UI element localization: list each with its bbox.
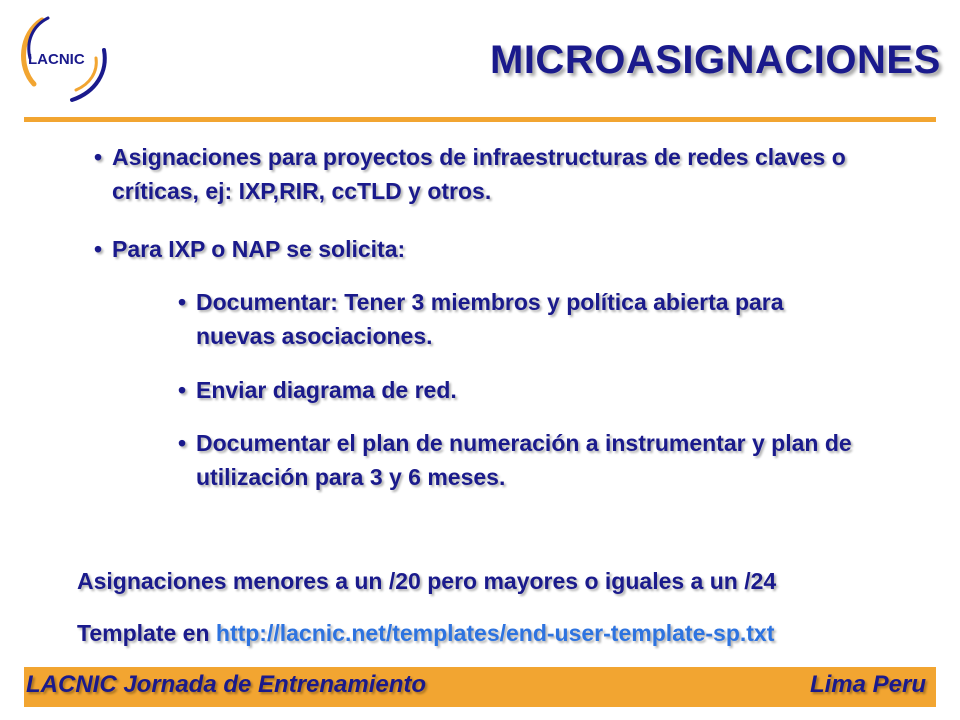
- footer-right-text: Lima Peru: [809, 671, 926, 698]
- bullet-text: Documentar: Tener 3 miembros y política abierta para nuevas asociaciones.: [196, 289, 784, 349]
- template-line: [77, 618, 774, 648]
- bullet-dot: •: [94, 236, 103, 262]
- template-link[interactable]: http://lacnic.net/templates/end-user-template-sp.txt: [215, 620, 775, 646]
- header-divider: [24, 117, 936, 122]
- bullet-dot: •: [178, 289, 187, 315]
- sub-bullet-item: [178, 373, 856, 407]
- sub-bullet-item: [178, 426, 886, 494]
- footer-left-text: LACNIC Jornada de Entrenamiento: [26, 671, 427, 698]
- sub-bullet-item: [178, 285, 856, 353]
- bullet-text: Enviar diagrama de red.: [196, 377, 457, 403]
- bullet-dot: •: [178, 377, 187, 403]
- template-prefix: Template en: [77, 620, 210, 646]
- bullet-item: [94, 140, 902, 208]
- lacnic-logo-graphic: [12, 12, 122, 112]
- bullet-dot: •: [94, 144, 103, 170]
- bullet-dot: •: [178, 430, 187, 456]
- page-title: MICROASIGNACIONES: [490, 38, 941, 82]
- footer-bar: [24, 667, 936, 707]
- bullet-item: [94, 232, 902, 266]
- logo-text: LACNIC: [28, 51, 85, 68]
- bullet-text: Documentar el plan de numeración a instrumentar y plan de utilización para 3 y 6 meses.: [196, 430, 852, 490]
- range-text: Asignaciones menores a un /20 pero mayores o iguales a un /24: [77, 568, 777, 594]
- lacnic-logo: [12, 12, 122, 112]
- bullet-text: Asignaciones para proyectos de infraestructuras de redes claves o críticas, ej: IXP,RIR, ccTLD y otros.: [112, 144, 846, 204]
- bullet-text: Para IXP o NAP se solicita:: [112, 236, 406, 262]
